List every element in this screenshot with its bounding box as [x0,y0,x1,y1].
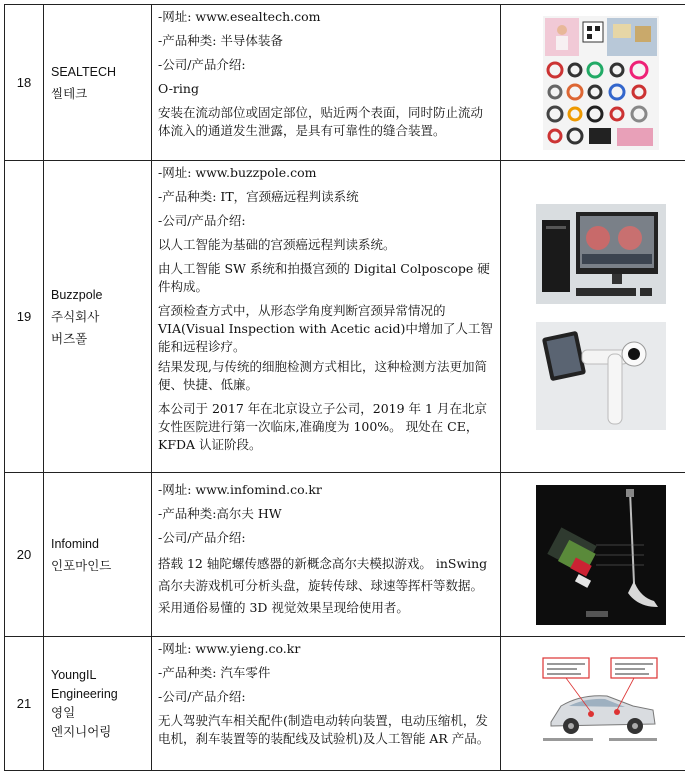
company-name-cell [44,161,152,473]
table-row [5,637,685,771]
category-line: -产品种类: IT，宫颈癌远程判读系统 [158,189,359,204]
website-line: -网址: www.buzzpole.com [158,165,317,180]
product-image-cell [501,473,685,637]
table-row [5,5,685,161]
company-name-ko: 주식회사 [51,309,100,324]
company-table [4,4,685,771]
website-line: -网址: www.infomind.co.kr [158,482,322,497]
description-text: 搭载 12 轴陀螺传感器的新概念高尔夫模拟游戏。 inSwing 高尔夫游戏机可分析头盘，旋转传球、球速等挥杆等数据。采用通俗易懂的 3D 视觉效果呈现给使用者。 [158,556,488,615]
description-text: 以人工智能为基础的宫颈癌远程判读系统。 [158,237,396,252]
company-name-cell [44,473,152,637]
company-name-ko: 영일 [51,705,76,720]
company-name-ko: 인포마인드 [51,558,112,573]
company-desc-cell [152,637,501,771]
product-image-cell [501,5,685,161]
description-text: 安装在流动部位或固定部位，贴近两个表面，同时防止流动体流入的通道发生泄露，是具有可靠性的缝合装置。 [158,105,484,138]
intro-label: -公司/产品介绍: [158,213,246,228]
intro-label: -公司/产品介绍: [158,689,246,704]
car-assembly-icon [541,654,661,754]
company-name-cell [44,5,152,161]
golf-sensor-icon [536,485,666,625]
description-text: 结果发现,与传统的细胞检测方式相比，这种检测方法更加简便、快捷、低廉。 [158,359,487,392]
company-name-en: Buzzpole [51,287,103,302]
product-name: O-ring [158,81,199,96]
company-name-en: Infomind [51,536,99,551]
colposcope-icon [536,204,666,430]
product-image-cell [501,161,685,473]
row-number: 20 [5,473,44,637]
product-image-cell [501,637,685,771]
description-text: 由人工智能 SW 系统和拍摄宫颈的 Digital Colposcope 硬件构成。 [158,261,490,294]
company-desc-cell [152,5,501,161]
description-text: 宫颈检查方式中，从形态学角度判断宫颈异常情况的 VIA(Visual Inspection with Acetic acid)中增加了人工智能和远程诊疗。 [158,303,493,354]
company-desc-cell [152,161,501,473]
row-number: 19 [5,161,44,473]
row-number: 18 [5,5,44,161]
company-name-en: SEALTECH [51,64,117,79]
golf-sensor-image [536,485,666,625]
row-number: 21 [5,637,44,771]
company-name-ko: 씰테크 [51,86,88,101]
company-desc-cell [152,473,501,637]
website-line: -网址: www.yieng.co.kr [158,641,301,656]
o-ring-icon [543,16,659,150]
category-line: -产品种类:高尔夫 HW [158,506,282,521]
company-name-ko: 엔지니어링 [51,724,112,739]
description-text: 无人驾驶汽车相关配件(制造电动转向装置，电动压缩机，发电机，刹车装置等的装配线及试验机)及人工智能 AR 产品。 [158,713,490,746]
colposcope-system-image [536,204,666,430]
website-line: -网址: www.esealtech.com [158,9,321,24]
table-row [5,473,685,637]
intro-label: -公司/产品介绍: [158,57,246,72]
car-assembly-image [541,654,661,754]
category-line: -产品种类: 汽车零件 [158,665,271,680]
company-name-en: YoungIL Engineering [51,667,118,701]
company-name-ko: 버즈폴 [51,331,88,346]
intro-label: -公司/产品介绍: [158,530,246,545]
company-name-cell [44,637,152,771]
o-ring-collage-image [543,16,659,150]
description-text: 本公司于 2017 年在北京设立子公司，2019 年 1 月在北京女性医院进行第一次临床,准确度为 100%。 现处在 CE，KFDA 认证阶段。 [158,401,487,452]
table-row [5,161,685,473]
category-line: -产品种类: 半导体装备 [158,33,283,48]
